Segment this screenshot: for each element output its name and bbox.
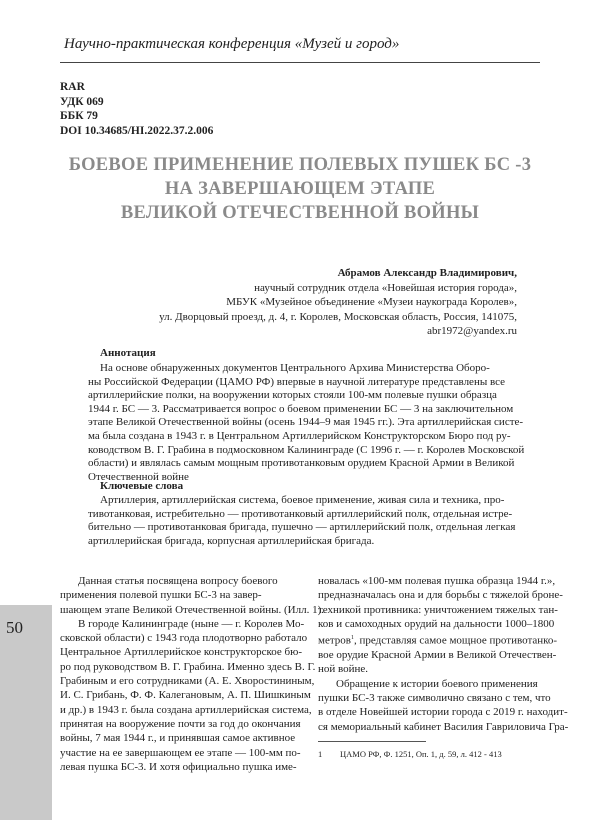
author-email[interactable]: abr1972@yandex.ru — [427, 325, 517, 337]
abstract-line: ководством В. Г. Грабина в подмосковном Калининграде (С 1996 г. — г. Королев Московской — [88, 443, 525, 456]
body-line: участие на ее завершающем ее этапе — 100-мм по- — [60, 746, 301, 759]
keywords-line: Артиллерия, артиллерийская система, боевое применение, живая сила и техника, про- — [100, 494, 505, 506]
author-organization: МБУК «Музейное объединение «Музеи наукограда Королев», — [226, 296, 517, 308]
footnote-mark: 1 — [318, 749, 323, 759]
body-line: Грабиным и его сотрудниками (А. Е. Хворостининым, — [60, 675, 315, 688]
abstract-heading: Аннотация — [100, 347, 156, 359]
keywords-text — [88, 494, 515, 548]
body-line: предназначалась она и для борьбы с тяжелой броне- — [318, 589, 563, 602]
footnote-text: ЦАМО РФ, Ф. 1251, Оп. 1, д. 59, л. 412 - 413 — [340, 749, 502, 759]
running-header: Научно-практическая конференция «Музей и город» — [64, 36, 400, 52]
bbk-code: ББК 79 — [60, 110, 98, 122]
body-left-column — [60, 574, 324, 774]
body-line: ся мемориальный кабинет Василия Гавриловича Гра- — [318, 720, 569, 733]
rar-code: RAR — [60, 81, 85, 93]
body-line: И. С. Грибань, Ф. Ф. Калегановым, А. П. Шишкиным — [60, 689, 311, 702]
footnote — [318, 749, 502, 759]
title-line: НА ЗАВЕРШАЮЩЕМ ЭТАПЕ — [164, 179, 436, 199]
body-text: , представляя самое мощное противотанко- — [353, 634, 558, 647]
abstract-line: артиллерийские полки, на вооружении которых стояли 100-мм полевые пушки образца — [88, 389, 497, 402]
abstract-line: 1944 г. БС — 3. Рассматривается вопрос о боевом применении БС — 3 на заключительном — [88, 402, 514, 415]
article-title — [60, 153, 540, 225]
body-line: В городе Калининграде (ныне — г. Королев Мо- — [78, 617, 305, 630]
body-line: новалась «100-мм полевая пушка образца 1944 г.», — [318, 575, 556, 587]
body-line: пушки БС-3 также символично связано с тем, что — [318, 692, 551, 705]
abstract-text — [88, 362, 524, 484]
body-line: в отделе Новейшей истории города с 2019 г. находит- — [318, 706, 568, 719]
page-number: 50 — [6, 618, 23, 637]
body-line: ной войне. — [318, 663, 369, 676]
abstract-line: На основе обнаруженных документов Центрального Архива Министерства Оборо- — [100, 362, 490, 374]
header-divider — [60, 62, 540, 63]
body-line: Данная статья посвящена вопросу боевого — [78, 575, 278, 587]
udc-code: УДК 069 — [60, 95, 104, 108]
abstract-line: ны Российской Федерации (ЦАМО РФ) впервые в научной литературе представлены все — [88, 375, 505, 388]
body-line: сковской области) с 1943 года плодотворно работало — [60, 632, 308, 645]
article-codes — [60, 80, 213, 138]
body-line: вое орудие Красной Армии в Великой Отечествен- — [318, 649, 557, 662]
body-line: Обращение к истории боевого применения — [336, 677, 538, 690]
body-line: применения полевой пушки БС-3 на завер- — [60, 589, 262, 602]
body-line: ков и самоходных орудий на дальности 1000–1800 — [318, 617, 555, 630]
body-line: и др.) в 1943 г. была создана артиллерийская система, — [60, 703, 312, 716]
author-position: научный сотрудник отдела «Новейшая история города», — [254, 281, 517, 294]
abstract-line: этапе Великой Отечественной войны (осень 1944–9 мая 1945 гг.). Эта артиллерийская систе- — [88, 416, 524, 429]
body-line: техникой противника: уничтожением тяжелых тан- — [318, 603, 558, 616]
keywords-heading: Ключевые слова — [100, 480, 184, 492]
body-right-column — [318, 574, 568, 734]
keywords-line: тивотанковая, истребительно — противотанковый артиллерийский полк, отдельная истре- — [88, 507, 513, 520]
body-text: метров — [318, 634, 351, 647]
abstract-line: ма была создана в 1943 г. в Центральном Артиллерийском Конструкторском Бюро под ру- — [88, 429, 511, 442]
abstract-line: области) и являлась самым мощным противотанковым орудием Красной Армии в Великой — [88, 457, 515, 470]
body-line: ро под руководством В. Г. Грабина. Именно здесь В. Г. — [60, 660, 316, 673]
footnote-ref: 1 — [350, 635, 354, 642]
title-line: БОЕВОЕ ПРИМЕНЕНИЕ ПОЛЕВЫХ ПУШЕК БС -3 — [68, 155, 532, 175]
author-block — [159, 266, 517, 339]
body-line: шающем этапе Великой Отечественной войны. (Илл. 1). — [60, 603, 325, 616]
body-line: Центральное Артиллерийское конструкторское бю- — [60, 646, 302, 659]
keywords-line: артиллерийская бригада, корпусная артиллерийская бригада. — [88, 534, 375, 547]
author-address: ул. Дворцовый проезд, д. 4, г. Королев, Московская область, Россия, 141075, — [159, 310, 517, 323]
abstract-line: Отечественной войне — [88, 470, 189, 483]
author-name: Абрамов Александр Владимирович, — [337, 267, 517, 279]
body-line — [318, 631, 568, 648]
footnote-divider — [318, 741, 426, 742]
body-line: принятая на вооружение почти за год до окончания — [60, 717, 301, 730]
title-line: ВЕЛИКОЙ ОТЕЧЕСТВЕННОЙ ВОЙНЫ — [120, 203, 480, 223]
body-line: левая пушка БС-3. И хотя официально пушка име- — [60, 760, 297, 773]
body-line: войны, 7 мая 1944 г., и принявшая самое активное — [60, 732, 296, 745]
keywords-line: бительно — противотанковая бригада, пушечно — артиллерийский полк, отдельная легкая — [88, 521, 516, 534]
doi-code: DOI 10.34685/HI.2022.37.2.006 — [60, 124, 214, 137]
